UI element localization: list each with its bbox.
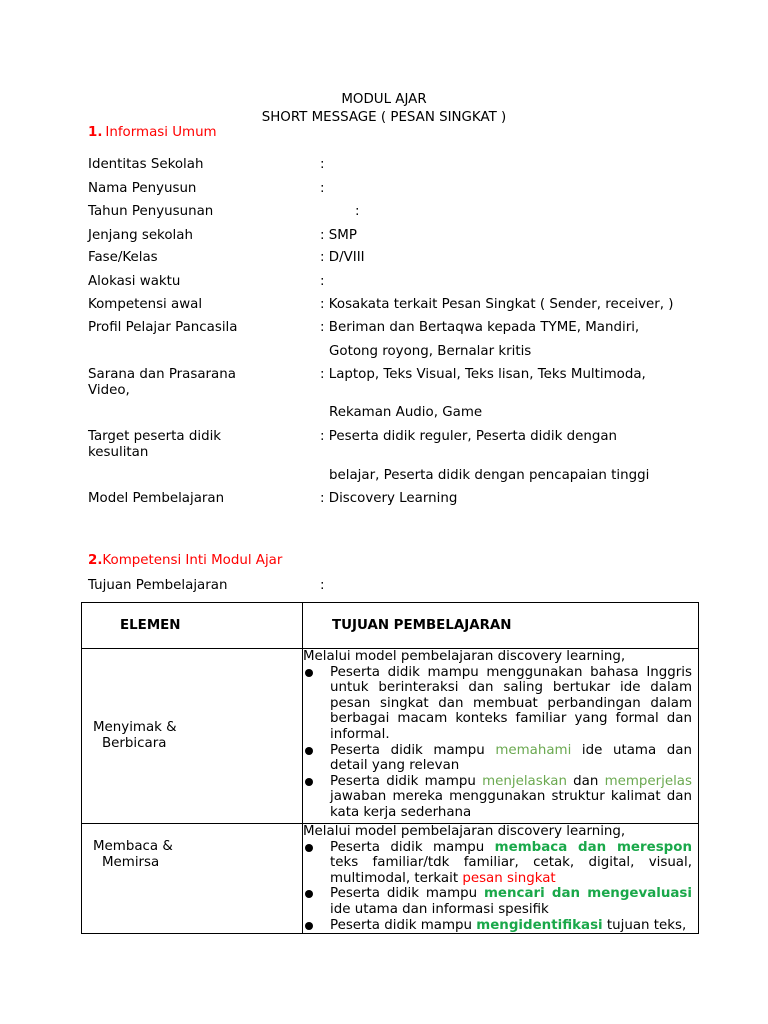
objective-intro: Melalui model pembelajaran discovery learning, <box>303 824 626 839</box>
highlight-verb: memahami <box>495 742 572 758</box>
list-item: Peserta didik mampu menggunakan bahasa Inggris untuk berinteraksi dan saling bertukar ide dalam pesan singkat dan membuat perbandingan dalam berbagai macam konteks familiar yang formal dan informal. <box>303 665 692 743</box>
table-row <box>82 649 699 824</box>
info-value-sarana: : Laptop, Teks Visual, Teks lisan, Teks Multimoda, <box>320 367 646 382</box>
element-name-line2: Memirsa <box>102 855 160 870</box>
tujuan-label: Tujuan Pembelajaran <box>88 578 228 593</box>
highlight-verb: mencari dan mengevaluasi <box>483 886 692 902</box>
info-value-profil: : Beriman dan Bertaqwa kepada TYME, Mandiri, <box>320 320 640 335</box>
highlight-verb: mengidentifikasi <box>476 917 603 933</box>
section-1-number: 1. <box>88 125 103 140</box>
info-label-sarana: Sarana dan Prasarana <box>88 367 236 382</box>
list-item: Peserta didik mampu mencari dan mengevaluasi ide utama dan informasi spesifik <box>303 886 692 917</box>
element-name-line2: Berbicara <box>102 736 167 751</box>
element-cell <box>82 649 303 824</box>
element-name-line1: Menyimak & <box>93 720 177 735</box>
highlight-topic: pesan singkat <box>462 870 556 886</box>
info-label-identitas: Identitas Sekolah <box>88 157 204 172</box>
header-tujuan: TUJUAN PEMBELAJARAN <box>303 603 699 649</box>
info-value-alokasi: : <box>320 274 325 289</box>
info-value-target: : Peserta didik reguler, Peserta didik dengan <box>320 429 618 444</box>
document-title: MODUL AJAR <box>341 92 427 107</box>
list-item: Peserta didik mampu mengidentifikasi tujuan teks, <box>303 918 692 934</box>
info-value-target-cont: belajar, Peserta didik dengan pencapaian tinggi <box>329 468 650 483</box>
highlight-verb: membaca dan merespon <box>494 839 692 855</box>
objective-list <box>303 840 692 934</box>
header-elemen: ELEMEN <box>82 603 303 649</box>
info-label-kompetensi: Kompetensi awal <box>88 297 203 312</box>
info-label-sarana-cont: Video, <box>88 383 130 398</box>
objective-cell <box>303 649 699 824</box>
info-label-tahun: Tahun Penyusunan <box>88 204 214 219</box>
objective-cell <box>303 824 699 934</box>
section-2-heading <box>88 553 282 568</box>
info-value-kompetensi: : Kosakata terkait Pesan Singkat ( Sender, receiver, ) <box>320 297 674 312</box>
element-name-line1: Membaca & <box>93 839 173 854</box>
info-label-model: Model Pembelajaran <box>88 491 225 506</box>
info-value-tahun: : <box>355 204 360 219</box>
info-value-identitas: : <box>320 157 325 172</box>
info-value-fase: : D/VIII <box>320 250 365 265</box>
section-1-title: Informasi Umum <box>105 125 217 140</box>
table-header-row <box>82 603 699 649</box>
info-value-penyusun: : <box>320 181 325 196</box>
info-value-jenjang: : SMP <box>320 228 357 243</box>
list-item: Peserta didik mampu menjelaskan dan memperjelas jawaban mereka menggunakan struktur kalimat dan kata kerja sederhana <box>303 774 692 821</box>
section-2-title: Kompetensi Inti Modul Ajar <box>102 553 283 568</box>
highlight-verb: memperjelas <box>604 773 692 789</box>
objective-list <box>303 665 692 821</box>
info-value-model: : Discovery Learning <box>320 491 458 506</box>
section-2-number: 2. <box>88 553 103 568</box>
tujuan-value: : <box>320 578 325 593</box>
section-1-heading <box>88 125 217 140</box>
list-item: Peserta didik mampu membaca dan merespon teks familiar/tdk familiar, cetak, digital, visual, multimodal, terkait pesan singkat <box>303 840 692 887</box>
document-subtitle: SHORT MESSAGE ( PESAN SINGKAT ) <box>261 110 507 125</box>
table-row <box>82 824 699 934</box>
info-label-target: Target peserta didik <box>88 429 222 444</box>
info-label-fase: Fase/Kelas <box>88 250 158 265</box>
info-value-profil-cont: Gotong royong, Bernalar kritis <box>329 344 532 359</box>
info-label-alokasi: Alokasi waktu <box>88 274 181 289</box>
info-label-penyusun: Nama Penyusun <box>88 181 197 196</box>
list-item: Peserta didik mampu memahami ide utama dan detail yang relevan <box>303 743 692 774</box>
element-cell <box>82 824 303 934</box>
learning-objectives-table <box>81 602 699 934</box>
info-label-jenjang: Jenjang sekolah <box>88 228 193 243</box>
info-label-target-cont: kesulitan <box>88 445 149 460</box>
highlight-verb: menjelaskan <box>482 773 567 789</box>
objective-intro: Melalui model pembelajaran discovery learning, <box>303 649 626 664</box>
info-label-profil: Profil Pelajar Pancasila <box>88 320 238 335</box>
info-value-sarana-cont: Rekaman Audio, Game <box>329 405 483 420</box>
